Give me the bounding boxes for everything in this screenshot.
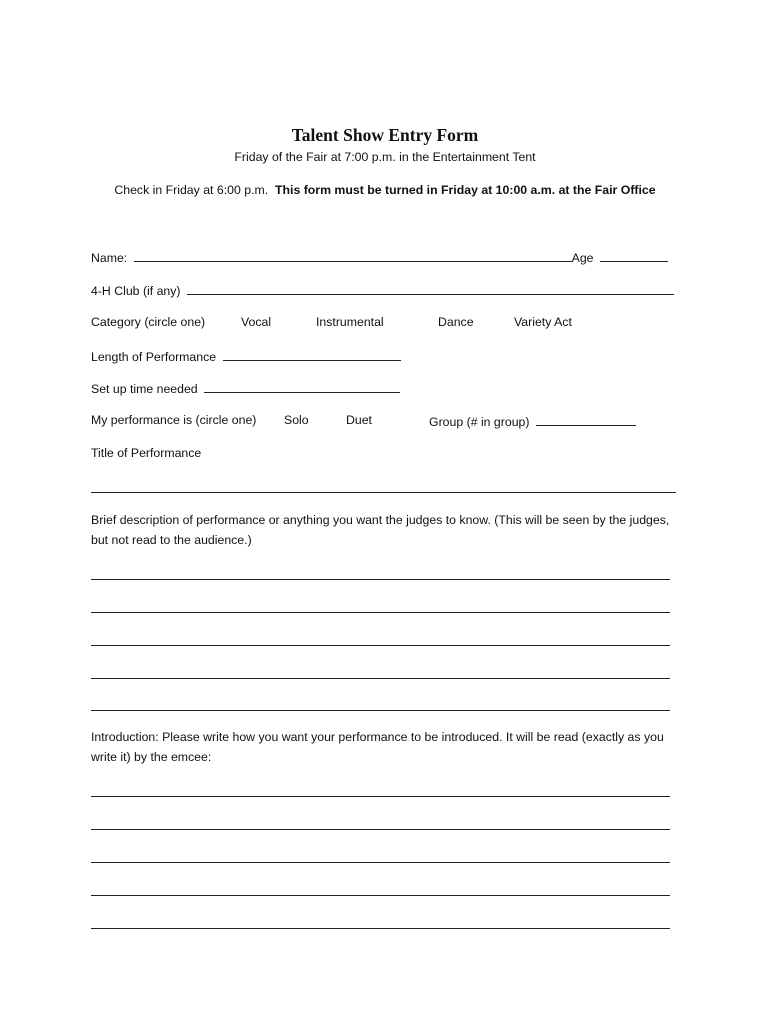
club-label: 4-H Club (if any): [91, 284, 181, 298]
checkin-time-text: Check in Friday at 6:00 p.m.: [114, 183, 269, 197]
group-label[interactable]: Group (# in group): [429, 415, 530, 429]
category-option-instrumental[interactable]: Instrumental: [316, 315, 384, 329]
age-label: Age: [571, 251, 594, 265]
age-field[interactable]: [600, 249, 668, 262]
description-line-2[interactable]: [91, 612, 670, 613]
setup-row: [91, 380, 400, 396]
length-label: Length of Performance: [91, 350, 217, 364]
performance-type-label: My performance is (circle one): [91, 413, 257, 427]
description-prompt: Brief description of performance or anything you want the judges to know. (This will be seen by the judges, but not read to the audience.): [91, 513, 670, 547]
introduction-prompt: Introduction: Please write how you want your performance to be introduced. It will be read (exactly as you write it) by the emcee:: [91, 730, 664, 764]
group-count-field[interactable]: [536, 413, 636, 426]
category-option-vocal[interactable]: Vocal: [241, 315, 272, 329]
setup-label: Set up time needed: [91, 382, 198, 396]
form-subtitle: Friday of the Fair at 7:00 p.m. in the Entertainment Tent: [234, 150, 536, 164]
length-row: [91, 348, 401, 364]
category-option-variety-act[interactable]: Variety Act: [514, 315, 572, 329]
form-title: Talent Show Entry Form: [291, 125, 479, 145]
title-field[interactable]: [91, 492, 676, 493]
checkin-instructions: [0, 183, 770, 197]
description-line-5[interactable]: [91, 710, 670, 711]
performance-option-solo[interactable]: Solo: [284, 413, 309, 427]
club-field[interactable]: [187, 282, 674, 295]
performance-option-group: [429, 413, 636, 429]
setup-field[interactable]: [204, 380, 400, 393]
introduction-line-5[interactable]: [91, 928, 670, 929]
introduction-line-4[interactable]: [91, 895, 670, 896]
introduction-line-1[interactable]: [91, 796, 670, 797]
deadline-text: This form must be turned in Friday at 10:00 a.m. at the Fair Office: [275, 183, 656, 197]
title-label: Title of Performance: [91, 446, 202, 460]
performance-option-duet[interactable]: Duet: [346, 413, 372, 427]
name-field[interactable]: [134, 249, 572, 262]
introduction-line-3[interactable]: [91, 862, 670, 863]
club-row: [91, 282, 674, 298]
introduction-line-2[interactable]: [91, 829, 670, 830]
description-line-3[interactable]: [91, 645, 670, 646]
description-line-4[interactable]: [91, 678, 670, 679]
description-line-1[interactable]: [91, 579, 670, 580]
category-label: Category (circle one): [91, 315, 206, 329]
name-row: [91, 249, 668, 265]
category-option-dance[interactable]: Dance: [438, 315, 474, 329]
name-label: Name:: [91, 251, 128, 265]
length-field[interactable]: [223, 348, 401, 361]
